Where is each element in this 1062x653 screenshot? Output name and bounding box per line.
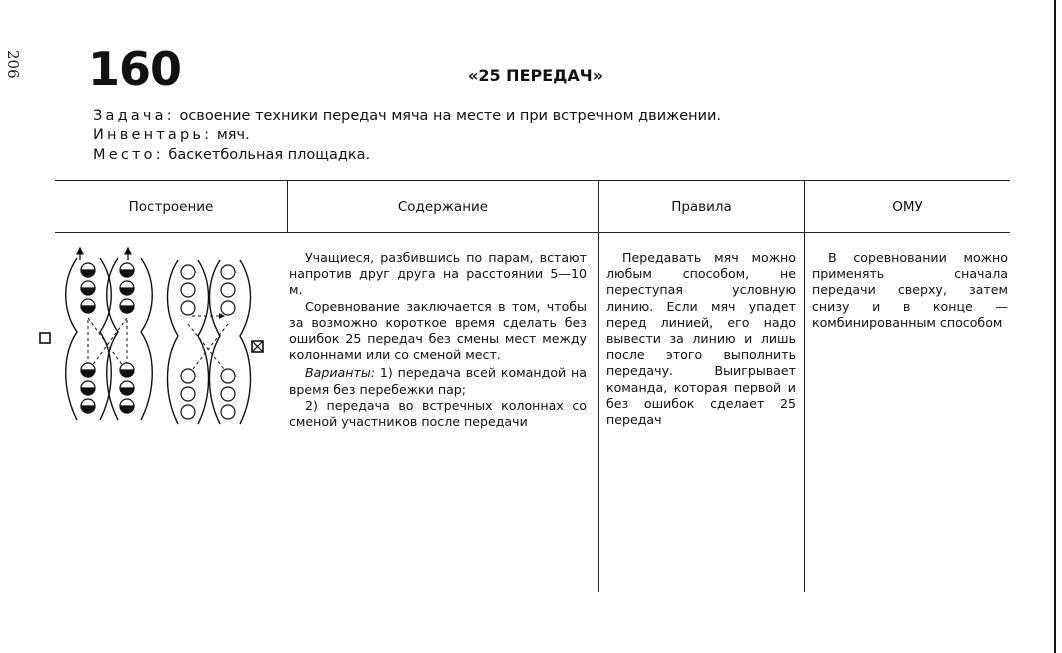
- place-label: Место:: [93, 147, 164, 163]
- variant-2: 2) передача во встречных колоннах со сменой участников после передачи: [289, 397, 587, 430]
- content-paragraph-1: Учащиеся, разбившись по парам, встают напротив друг друга на расстоянии 5—10 м.: [289, 250, 587, 298]
- player-half-filled: [81, 381, 95, 395]
- player-half-filled: [81, 299, 95, 313]
- player-half-filled: [120, 381, 134, 395]
- player-open: [181, 283, 195, 297]
- right-formation: [168, 260, 251, 424]
- variants-label: Варианты:: [305, 365, 376, 381]
- player-half-filled: [120, 399, 134, 413]
- player-open: [181, 387, 195, 401]
- page-number: 206: [4, 50, 22, 79]
- player-open: [221, 283, 235, 297]
- player-half-filled: [81, 263, 95, 277]
- task-line: [93, 106, 721, 126]
- content-cell: [289, 250, 587, 430]
- player-half-filled: [120, 299, 134, 313]
- content-variants: [289, 365, 587, 397]
- variant-1: 1) передача всей командой на время без перебежки пар;: [289, 365, 587, 397]
- inventory-label: Инвентарь:: [93, 127, 213, 143]
- player-half-filled: [120, 363, 134, 377]
- player-half-filled: [120, 281, 134, 295]
- inventory-text: мяч.: [212, 127, 250, 143]
- omu-cell: В соревновании можно применять сначала передачи сверху, затем снизу и в конце — комбинированным способом: [812, 250, 1008, 330]
- column-divider-3: [804, 180, 805, 592]
- page-edge: [1054, 0, 1062, 653]
- header-content: Содержание: [397, 199, 489, 215]
- place-line: [93, 145, 370, 165]
- player-half-filled: [81, 363, 95, 377]
- inventory-line: [93, 125, 250, 145]
- exercise-number: 160: [88, 42, 182, 96]
- player-open: [221, 301, 235, 315]
- player-open: [181, 265, 195, 279]
- player-open: [221, 387, 235, 401]
- player-half-filled: [120, 263, 134, 277]
- left-formation: [66, 248, 153, 420]
- task-text: освоение техники передач мяча на месте и при встречном движении.: [174, 108, 722, 124]
- place-text: баскетбольная площадка.: [163, 147, 371, 163]
- rules-cell: Передавать мяч можно любым способом, не переступая условную линию. Если мяч упадет перед линией, его надо вывести за линию и лишь после этого выполнить передачу. Выигрывает команда, которая первой и без ошибок сделает 25 передач: [606, 250, 796, 428]
- exercise-title: «25 ПЕРЕДАЧ»: [468, 66, 604, 85]
- task-label: Задача:: [93, 108, 175, 124]
- crossed-square-marker: [252, 341, 263, 352]
- player-open: [181, 301, 195, 315]
- player-open: [221, 369, 235, 383]
- player-open: [221, 405, 235, 419]
- player-half-filled: [81, 281, 95, 295]
- open-square-marker: [40, 333, 50, 343]
- header-construction: Построение: [128, 199, 214, 215]
- table-top-rule: [55, 180, 1010, 181]
- table-header-rule: [55, 232, 1010, 233]
- content-paragraph-2: Соревнование заключается в том, чтобы за возможно короткое время сделать без ошибок 25 передач без смены мест между колоннами или со сменой мест.: [289, 298, 587, 363]
- column-divider-2: [598, 180, 599, 592]
- formation-diagram: [30, 240, 280, 440]
- player-open: [221, 265, 235, 279]
- header-omu: ОМУ: [892, 199, 923, 215]
- header-rules: Правила: [671, 199, 732, 215]
- player-open: [181, 405, 195, 419]
- player-open: [181, 369, 195, 383]
- player-half-filled: [81, 399, 95, 413]
